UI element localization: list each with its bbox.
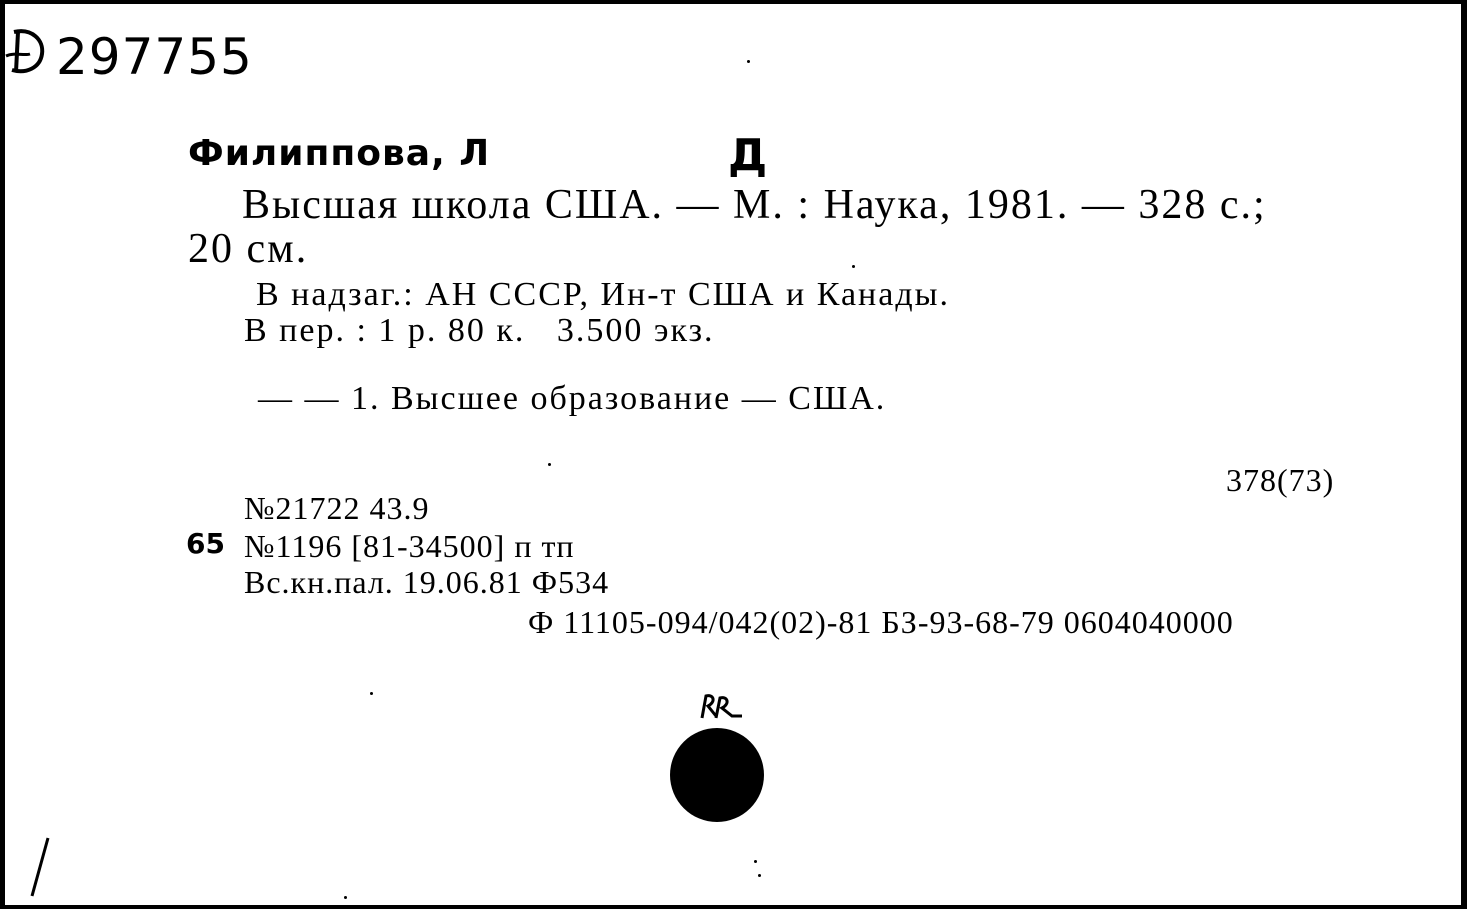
slash-mark bbox=[24, 834, 54, 900]
punched-hole-dot bbox=[670, 728, 764, 822]
note-line-2: В пер. : 1 р. 80 к. 3.500 экз. bbox=[244, 312, 715, 349]
handwritten-d-mark bbox=[4, 26, 50, 78]
handwritten-initials bbox=[698, 692, 746, 722]
speck bbox=[370, 692, 373, 695]
speck bbox=[852, 265, 855, 268]
speck bbox=[758, 874, 761, 877]
number-line-3: Вс.кн.пал. 19.06.81 Ф534 bbox=[244, 564, 610, 600]
card-border-right bbox=[1461, 0, 1467, 909]
speck bbox=[747, 60, 750, 63]
card-border-top bbox=[0, 0, 1467, 4]
subject-heading: — — 1. Высшее образование — США. bbox=[258, 380, 887, 417]
card-border-left bbox=[0, 0, 5, 909]
inventory-number: 297755 bbox=[56, 28, 253, 86]
number-line-1: №21722 43.9 bbox=[244, 490, 430, 526]
card-border-bottom bbox=[0, 905, 1467, 909]
speck bbox=[344, 896, 347, 899]
number-line-2: №1196 [81-34500] п тп bbox=[244, 528, 575, 564]
publication-code: Ф 11105-094/042(02)-81 БЗ-93-68-79 0604040000 bbox=[528, 604, 1234, 640]
speck bbox=[548, 463, 551, 466]
author-name: Филиппова, Л bbox=[188, 133, 491, 174]
title-line-1: Высшая школа США. — М. : Наука, 1981. — 328 с.; bbox=[242, 182, 1267, 228]
number-prefix: 65 bbox=[186, 527, 225, 560]
speck bbox=[754, 860, 757, 863]
udc-code: 378(73) bbox=[1226, 462, 1335, 498]
title-line-2: 20 см. bbox=[188, 226, 309, 272]
note-line-1: В надзаг.: АН СССР, Ин-т США и Канады. bbox=[256, 276, 950, 313]
letter-mark: Д bbox=[728, 130, 768, 181]
